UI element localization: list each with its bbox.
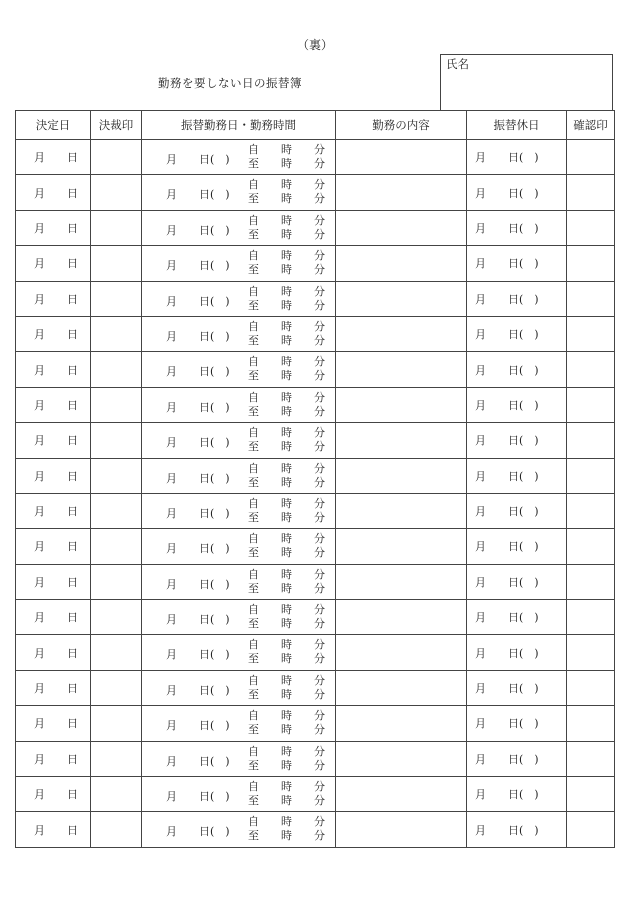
decision-date-cell[interactable]: 月 日 (16, 387, 91, 422)
table-row (16, 458, 615, 493)
approval-seal-cell[interactable] (91, 175, 142, 210)
work-date-time-cell[interactable] (142, 670, 336, 705)
time-from: 自 時 分 (248, 673, 325, 687)
confirmation-seal-cell[interactable] (567, 670, 615, 705)
column-header-approval-seal: 決裁印 (91, 111, 142, 140)
time-from: 自 時 分 (248, 780, 325, 794)
work-content-cell[interactable] (336, 316, 467, 351)
work-date: 月 日( ) (166, 754, 230, 768)
approval-seal-cell[interactable] (91, 777, 142, 812)
approval-seal-cell[interactable] (91, 246, 142, 281)
confirmation-seal-cell[interactable] (567, 281, 615, 316)
confirmation-seal-cell[interactable] (567, 493, 615, 528)
substitute-holiday-cell[interactable]: 月 日( ) (467, 635, 567, 670)
header-row (16, 111, 615, 140)
decision-date-cell[interactable]: 月 日 (16, 741, 91, 776)
work-date: 月 日( ) (166, 400, 230, 414)
table-row (16, 564, 615, 599)
work-content-cell[interactable] (336, 352, 467, 387)
time-from: 自 時 分 (248, 284, 325, 298)
work-content-cell[interactable] (336, 670, 467, 705)
table-row (16, 741, 615, 776)
decision-date-cell[interactable]: 月 日 (16, 458, 91, 493)
work-date-time-cell[interactable] (142, 352, 336, 387)
substitute-holiday-cell[interactable]: 月 日( ) (467, 600, 567, 635)
substitute-holiday-cell[interactable]: 月 日( ) (467, 140, 567, 175)
time-to: 至 時 分 (248, 157, 325, 170)
work-content-cell[interactable] (336, 777, 467, 812)
work-content-cell[interactable] (336, 493, 467, 528)
work-date: 月 日( ) (166, 613, 230, 627)
work-date-time-cell[interactable] (142, 423, 336, 458)
table-row (16, 670, 615, 705)
time-to: 至 時 分 (248, 758, 325, 772)
page-label: （裏） (296, 38, 333, 52)
work-date-time-cell[interactable] (142, 493, 336, 528)
time-from: 自 時 分 (248, 532, 325, 546)
substitute-holiday-cell[interactable]: 月 日( ) (467, 493, 567, 528)
approval-seal-cell[interactable] (91, 493, 142, 528)
work-date-time-cell[interactable] (142, 777, 336, 812)
confirmation-seal-cell[interactable] (567, 387, 615, 422)
column-header-confirmation-seal: 確認印 (567, 111, 615, 140)
decision-date-cell[interactable]: 月 日 (16, 423, 91, 458)
work-date-time-cell[interactable] (142, 316, 336, 351)
document-title: 勤務を要しない日の振替簿 (158, 76, 302, 90)
time-to: 至 時 分 (248, 829, 325, 843)
column-header-decision-date: 決定日 (16, 111, 91, 140)
table-row (16, 635, 615, 670)
time-to: 至 時 分 (248, 227, 325, 241)
confirmation-seal-cell[interactable] (567, 423, 615, 458)
approval-seal-cell[interactable] (91, 564, 142, 599)
confirmation-seal-cell[interactable] (567, 741, 615, 776)
work-date-time-cell[interactable] (142, 564, 336, 599)
table-row (16, 210, 615, 245)
time-to: 至 時 分 (248, 617, 325, 631)
substitute-holiday-cell[interactable]: 月 日( ) (467, 812, 567, 847)
approval-seal-cell[interactable] (91, 812, 142, 847)
substitute-holiday-cell[interactable]: 月 日( ) (467, 529, 567, 564)
table-row (16, 316, 615, 351)
substitute-holiday-cell[interactable]: 月 日( ) (467, 564, 567, 599)
time-from: 自 時 分 (248, 744, 325, 758)
time-to: 至 時 分 (248, 794, 325, 808)
confirmation-seal-cell[interactable] (567, 564, 615, 599)
work-date-time-cell[interactable] (142, 387, 336, 422)
work-date-time-cell[interactable] (142, 210, 336, 245)
approval-seal-cell[interactable] (91, 600, 142, 635)
work-content-cell[interactable] (336, 387, 467, 422)
time-to: 至 時 分 (248, 440, 325, 454)
decision-date-cell[interactable]: 月 日 (16, 529, 91, 564)
work-date: 月 日( ) (166, 153, 230, 166)
transfer-table (15, 110, 615, 848)
time-from: 自 時 分 (248, 143, 325, 156)
table-row (16, 812, 615, 847)
time-to: 至 時 分 (248, 298, 325, 312)
decision-date-cell[interactable]: 月 日 (16, 564, 91, 599)
confirmation-seal-cell[interactable] (567, 706, 615, 741)
confirmation-seal-cell[interactable] (567, 246, 615, 281)
work-content-cell[interactable] (336, 140, 467, 175)
time-from: 自 時 分 (248, 426, 325, 440)
approval-seal-cell[interactable] (91, 281, 142, 316)
decision-date-cell[interactable]: 月 日 (16, 493, 91, 528)
table-row (16, 246, 615, 281)
substitute-holiday-cell[interactable]: 月 日( ) (467, 777, 567, 812)
substitute-holiday-cell[interactable]: 月 日( ) (467, 387, 567, 422)
table-row (16, 706, 615, 741)
work-date: 月 日( ) (166, 223, 230, 237)
substitute-holiday-cell[interactable]: 月 日( ) (467, 175, 567, 210)
time-from: 自 時 分 (248, 213, 325, 227)
confirmation-seal-cell[interactable] (567, 175, 615, 210)
substitute-holiday-cell[interactable]: 月 日( ) (467, 741, 567, 776)
decision-date-cell[interactable]: 月 日 (16, 210, 91, 245)
table-row (16, 529, 615, 564)
work-date: 月 日( ) (166, 294, 230, 308)
work-date-time-cell[interactable] (142, 600, 336, 635)
approval-seal-cell[interactable] (91, 670, 142, 705)
decision-date-cell[interactable]: 月 日 (16, 670, 91, 705)
decision-date-cell[interactable]: 月 日 (16, 281, 91, 316)
work-date: 月 日( ) (166, 188, 230, 202)
work-date-time-cell[interactable] (142, 706, 336, 741)
work-date-time-cell[interactable] (142, 529, 336, 564)
work-date-time-cell[interactable] (142, 246, 336, 281)
time-to: 至 時 分 (248, 475, 325, 489)
work-date: 月 日( ) (166, 436, 230, 450)
decision-date-cell[interactable]: 月 日 (16, 600, 91, 635)
approval-seal-cell[interactable] (91, 529, 142, 564)
column-header-work-content: 勤務の内容 (336, 111, 467, 140)
work-content-cell[interactable] (336, 423, 467, 458)
time-from: 自 時 分 (248, 461, 325, 475)
decision-date-cell[interactable]: 月 日 (16, 352, 91, 387)
table-row (16, 140, 615, 175)
work-date: 月 日( ) (166, 683, 230, 697)
work-content-cell[interactable] (336, 210, 467, 245)
confirmation-seal-cell[interactable] (567, 635, 615, 670)
time-to: 至 時 分 (248, 687, 325, 701)
decision-date-cell[interactable]: 月 日 (16, 706, 91, 741)
confirmation-seal-cell[interactable] (567, 600, 615, 635)
confirmation-seal-cell[interactable] (567, 529, 615, 564)
decision-date-cell[interactable]: 月 日 (16, 812, 91, 847)
time-from: 自 時 分 (248, 638, 325, 652)
time-from: 自 時 分 (248, 496, 325, 510)
confirmation-seal-cell[interactable] (567, 316, 615, 351)
confirmation-seal-cell[interactable] (567, 352, 615, 387)
decision-date-cell[interactable]: 月 日 (16, 246, 91, 281)
substitute-holiday-cell[interactable]: 月 日( ) (467, 423, 567, 458)
time-to: 至 時 分 (248, 369, 325, 383)
work-date: 月 日( ) (166, 259, 230, 273)
time-to: 至 時 分 (248, 510, 325, 524)
work-date: 月 日( ) (166, 577, 230, 591)
time-to: 至 時 分 (248, 581, 325, 595)
confirmation-seal-cell[interactable] (567, 777, 615, 812)
work-date-time-cell[interactable] (142, 741, 336, 776)
approval-seal-cell[interactable] (91, 316, 142, 351)
approval-seal-cell[interactable] (91, 706, 142, 741)
approval-seal-cell[interactable] (91, 741, 142, 776)
decision-date-cell[interactable]: 月 日 (16, 635, 91, 670)
table-row (16, 281, 615, 316)
time-to: 至 時 分 (248, 652, 325, 666)
decision-date-cell[interactable]: 月 日 (16, 175, 91, 210)
work-content-cell[interactable] (336, 812, 467, 847)
approval-seal-cell[interactable] (91, 210, 142, 245)
approval-seal-cell[interactable] (91, 458, 142, 493)
time-from: 自 時 分 (248, 815, 325, 829)
work-content-cell[interactable] (336, 741, 467, 776)
time-from: 自 時 分 (248, 567, 325, 581)
time-to: 至 時 分 (248, 333, 325, 347)
table-row (16, 423, 615, 458)
work-date: 月 日( ) (166, 790, 230, 804)
work-date: 月 日( ) (166, 329, 230, 343)
table-row (16, 175, 615, 210)
approval-seal-cell[interactable] (91, 387, 142, 422)
work-date: 月 日( ) (166, 471, 230, 485)
substitute-holiday-cell[interactable]: 月 日( ) (467, 706, 567, 741)
work-date-time-cell[interactable] (142, 458, 336, 493)
work-date: 月 日( ) (166, 648, 230, 662)
work-content-cell[interactable] (336, 600, 467, 635)
work-content-cell[interactable] (336, 281, 467, 316)
substitute-holiday-cell[interactable]: 月 日( ) (467, 352, 567, 387)
substitute-holiday-cell[interactable]: 月 日( ) (467, 670, 567, 705)
work-content-cell[interactable] (336, 635, 467, 670)
table-row (16, 777, 615, 812)
work-content-cell[interactable] (336, 706, 467, 741)
substitute-holiday-cell[interactable]: 月 日( ) (467, 210, 567, 245)
column-header-work-date-time: 振替勤務日・勤務時間 (142, 111, 336, 140)
time-from: 自 時 分 (248, 390, 325, 404)
time-to: 至 時 分 (248, 723, 325, 737)
work-date: 月 日( ) (166, 719, 230, 733)
table-row (16, 387, 615, 422)
approval-seal-cell[interactable] (91, 635, 142, 670)
substitute-holiday-cell[interactable]: 月 日( ) (467, 246, 567, 281)
decision-date-cell[interactable]: 月 日 (16, 316, 91, 351)
confirmation-seal-cell[interactable] (567, 812, 615, 847)
work-content-cell[interactable] (336, 458, 467, 493)
table-row (16, 600, 615, 635)
approval-seal-cell[interactable] (91, 140, 142, 175)
approval-seal-cell[interactable] (91, 352, 142, 387)
work-date-time-cell[interactable] (142, 175, 336, 210)
time-to: 至 時 分 (248, 546, 325, 560)
substitute-holiday-cell[interactable]: 月 日( ) (467, 316, 567, 351)
name-label: 氏名 (446, 57, 469, 71)
name-box[interactable] (440, 54, 613, 110)
decision-date-cell[interactable]: 月 日 (16, 140, 91, 175)
work-date-time-cell[interactable] (142, 812, 336, 847)
approval-seal-cell[interactable] (91, 423, 142, 458)
work-date: 月 日( ) (166, 542, 230, 556)
time-to: 至 時 分 (248, 404, 325, 418)
work-date-time-cell[interactable] (142, 281, 336, 316)
confirmation-seal-cell[interactable] (567, 140, 615, 175)
work-content-cell[interactable] (336, 246, 467, 281)
substitute-holiday-cell[interactable]: 月 日( ) (467, 458, 567, 493)
column-header-substitute-holiday: 振替休日 (467, 111, 567, 140)
time-from: 自 時 分 (248, 319, 325, 333)
decision-date-cell[interactable]: 月 日 (16, 777, 91, 812)
time-from: 自 時 分 (248, 709, 325, 723)
work-content-cell[interactable] (336, 175, 467, 210)
time-from: 自 時 分 (248, 603, 325, 617)
work-date-time-cell[interactable] (142, 140, 336, 175)
work-content-cell[interactable] (336, 529, 467, 564)
time-to: 至 時 分 (248, 263, 325, 277)
work-date: 月 日( ) (166, 506, 230, 520)
confirmation-seal-cell[interactable] (567, 458, 615, 493)
confirmation-seal-cell[interactable] (567, 210, 615, 245)
substitute-holiday-cell[interactable]: 月 日( ) (467, 281, 567, 316)
work-content-cell[interactable] (336, 564, 467, 599)
time-to: 至 時 分 (248, 192, 325, 206)
work-date: 月 日( ) (166, 365, 230, 379)
time-from: 自 時 分 (248, 178, 325, 192)
time-from: 自 時 分 (248, 249, 325, 263)
table-row (16, 352, 615, 387)
work-date: 月 日( ) (166, 825, 230, 839)
work-date-time-cell[interactable] (142, 635, 336, 670)
table-row (16, 493, 615, 528)
time-from: 自 時 分 (248, 355, 325, 369)
